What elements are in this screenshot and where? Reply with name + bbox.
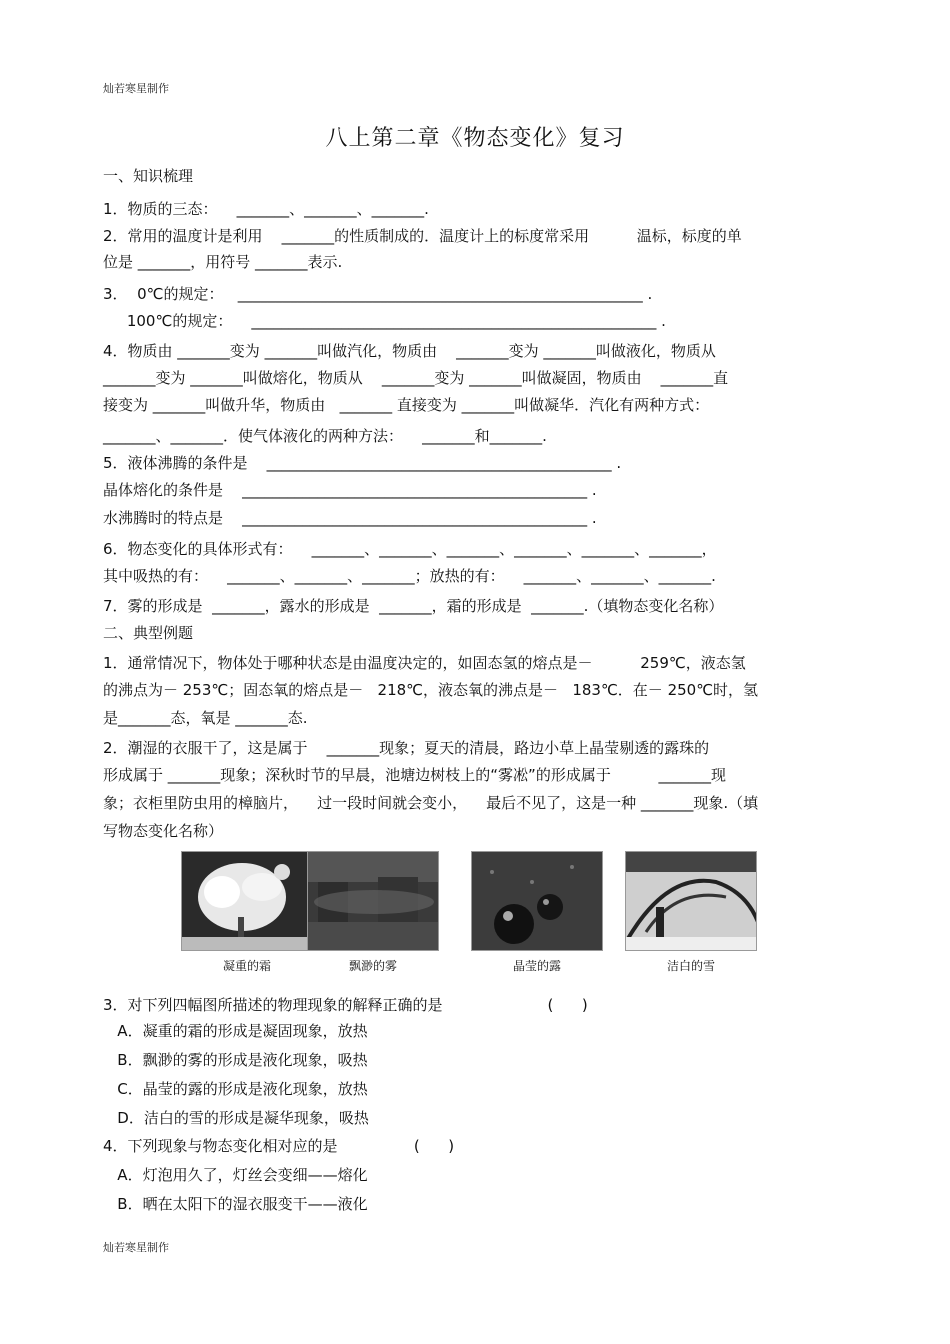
text-line: 3．对下列四幅图所描述的物理现象的解释正确的是 ( ) xyxy=(103,996,588,1014)
text-line: 水沸腾时的特点是 ______________________________________________ . xyxy=(103,509,597,527)
text-line: 的沸点为－ 253℃；固态氧的熔点是－ 218℃，液态氧的沸点是－ 183℃．在－ 250℃时，氢 xyxy=(103,681,759,699)
photo-caption: 晶莹的露 xyxy=(512,959,561,973)
text-line: 4．下列现象与物态变化相对应的是 ( ) xyxy=(103,1137,455,1155)
text-line: _______、_______．使气体液化的两种方法： _______和_______. xyxy=(103,427,547,445)
option-line: A．凝重的霜的形成是凝固现象，放热 xyxy=(103,1022,368,1040)
option-line: B．飘渺的雾的形成是液化现象，吸热 xyxy=(103,1051,368,1069)
text-line: 其中吸热的有： _______、_______、_______；放热的有： _______、_______、_______. xyxy=(103,567,716,585)
section-heading: 二、典型例题 xyxy=(103,624,194,642)
photo-caption: 凝重的霜 xyxy=(222,959,271,973)
text-line: _______变为 _______叫做熔化，物质从 _______变为 _______叫做凝固，物质由 _______直 xyxy=(103,369,729,387)
photo-fog xyxy=(307,851,439,978)
text-line: 5．液体沸腾的条件是 ______________________________________________ . xyxy=(103,454,622,472)
photo-dew xyxy=(471,851,603,978)
text-line: 3． 0℃的规定： ______________________________________________________ . xyxy=(103,285,653,303)
text-line: 100℃的规定： ______________________________________________________ . xyxy=(103,312,666,330)
page-title: 八上第二章《物态变化》复习 xyxy=(325,126,625,151)
text-line: 4．物质由 _______变为 _______叫做汽化，物质由 _______变为 _______叫做液化，物质从 xyxy=(103,342,716,360)
option-line: D．洁白的雪的形成是凝华现象，吸热 xyxy=(103,1109,369,1127)
fog-image xyxy=(307,851,439,951)
frost-image xyxy=(181,851,313,951)
text-line: 晶体熔化的条件是 ______________________________________________ . xyxy=(103,481,597,499)
text-line: 7．雾的形成是 _______，露水的形成是 _______，霜的形成是 _______.（填物态变化名称） xyxy=(103,597,724,615)
page-header: 灿若寒星制作 xyxy=(103,82,169,95)
text-line: 写物态变化名称） xyxy=(103,822,224,840)
text-line: 1．物质的三态： _______、_______、_______. xyxy=(103,200,429,218)
photo-frost xyxy=(181,851,313,978)
photo-caption: 洁白的雪 xyxy=(666,959,715,973)
text-line: 形成属于 _______现象；深秋时节的早晨，池塘边树枝上的“雾凇”的形成属于 _______现 xyxy=(103,766,726,784)
text-line: 2．常用的温度计是利用 _______的性质制成的．温度计上的标度常采用 温标，标度的单 xyxy=(103,227,742,245)
photo-snow xyxy=(625,851,757,978)
option-line: C．晶莹的露的形成是液化现象，放热 xyxy=(103,1080,368,1098)
text-line: 位是 _______，用符号 _______表示. xyxy=(103,253,343,271)
page-footer: 灿若寒星制作 xyxy=(103,1241,169,1254)
option-line: B．晒在太阳下的湿衣服变干——液化 xyxy=(103,1195,368,1213)
text-line: 是_______态，氧是 _______态. xyxy=(103,709,308,727)
dew-image xyxy=(471,851,603,951)
section-heading: 一、知识梳理 xyxy=(103,167,194,185)
photo-strip xyxy=(177,851,775,978)
text-line: 接变为 _______叫做升华，物质由 _______ 直接变为 _______叫做凝华．汽化有两种方式： xyxy=(103,396,710,414)
snow-image xyxy=(625,851,757,951)
photo-caption: 飘渺的雾 xyxy=(348,959,397,973)
option-line: A．灯泡用久了，灯丝会变细——熔化 xyxy=(103,1166,368,1184)
text-line: 6．物态变化的具体形式有： _______、_______、_______、_______、_______、_______， xyxy=(103,540,717,558)
text-line: 1．通常情况下，物体处于哪种状态是由温度决定的，如固态氢的熔点是－ 259℃，液态氢 xyxy=(103,654,746,672)
text-line: 象；衣柜里防虫用的樟脑片， 过一段时间就会变小， 最后不见了，这是一种 _______现象.（填 xyxy=(103,794,759,812)
text-line: 2．潮湿的衣服干了，这是属于 _______现象；夏天的清晨，路边小草上晶莹剔透的露珠的 xyxy=(103,739,710,757)
